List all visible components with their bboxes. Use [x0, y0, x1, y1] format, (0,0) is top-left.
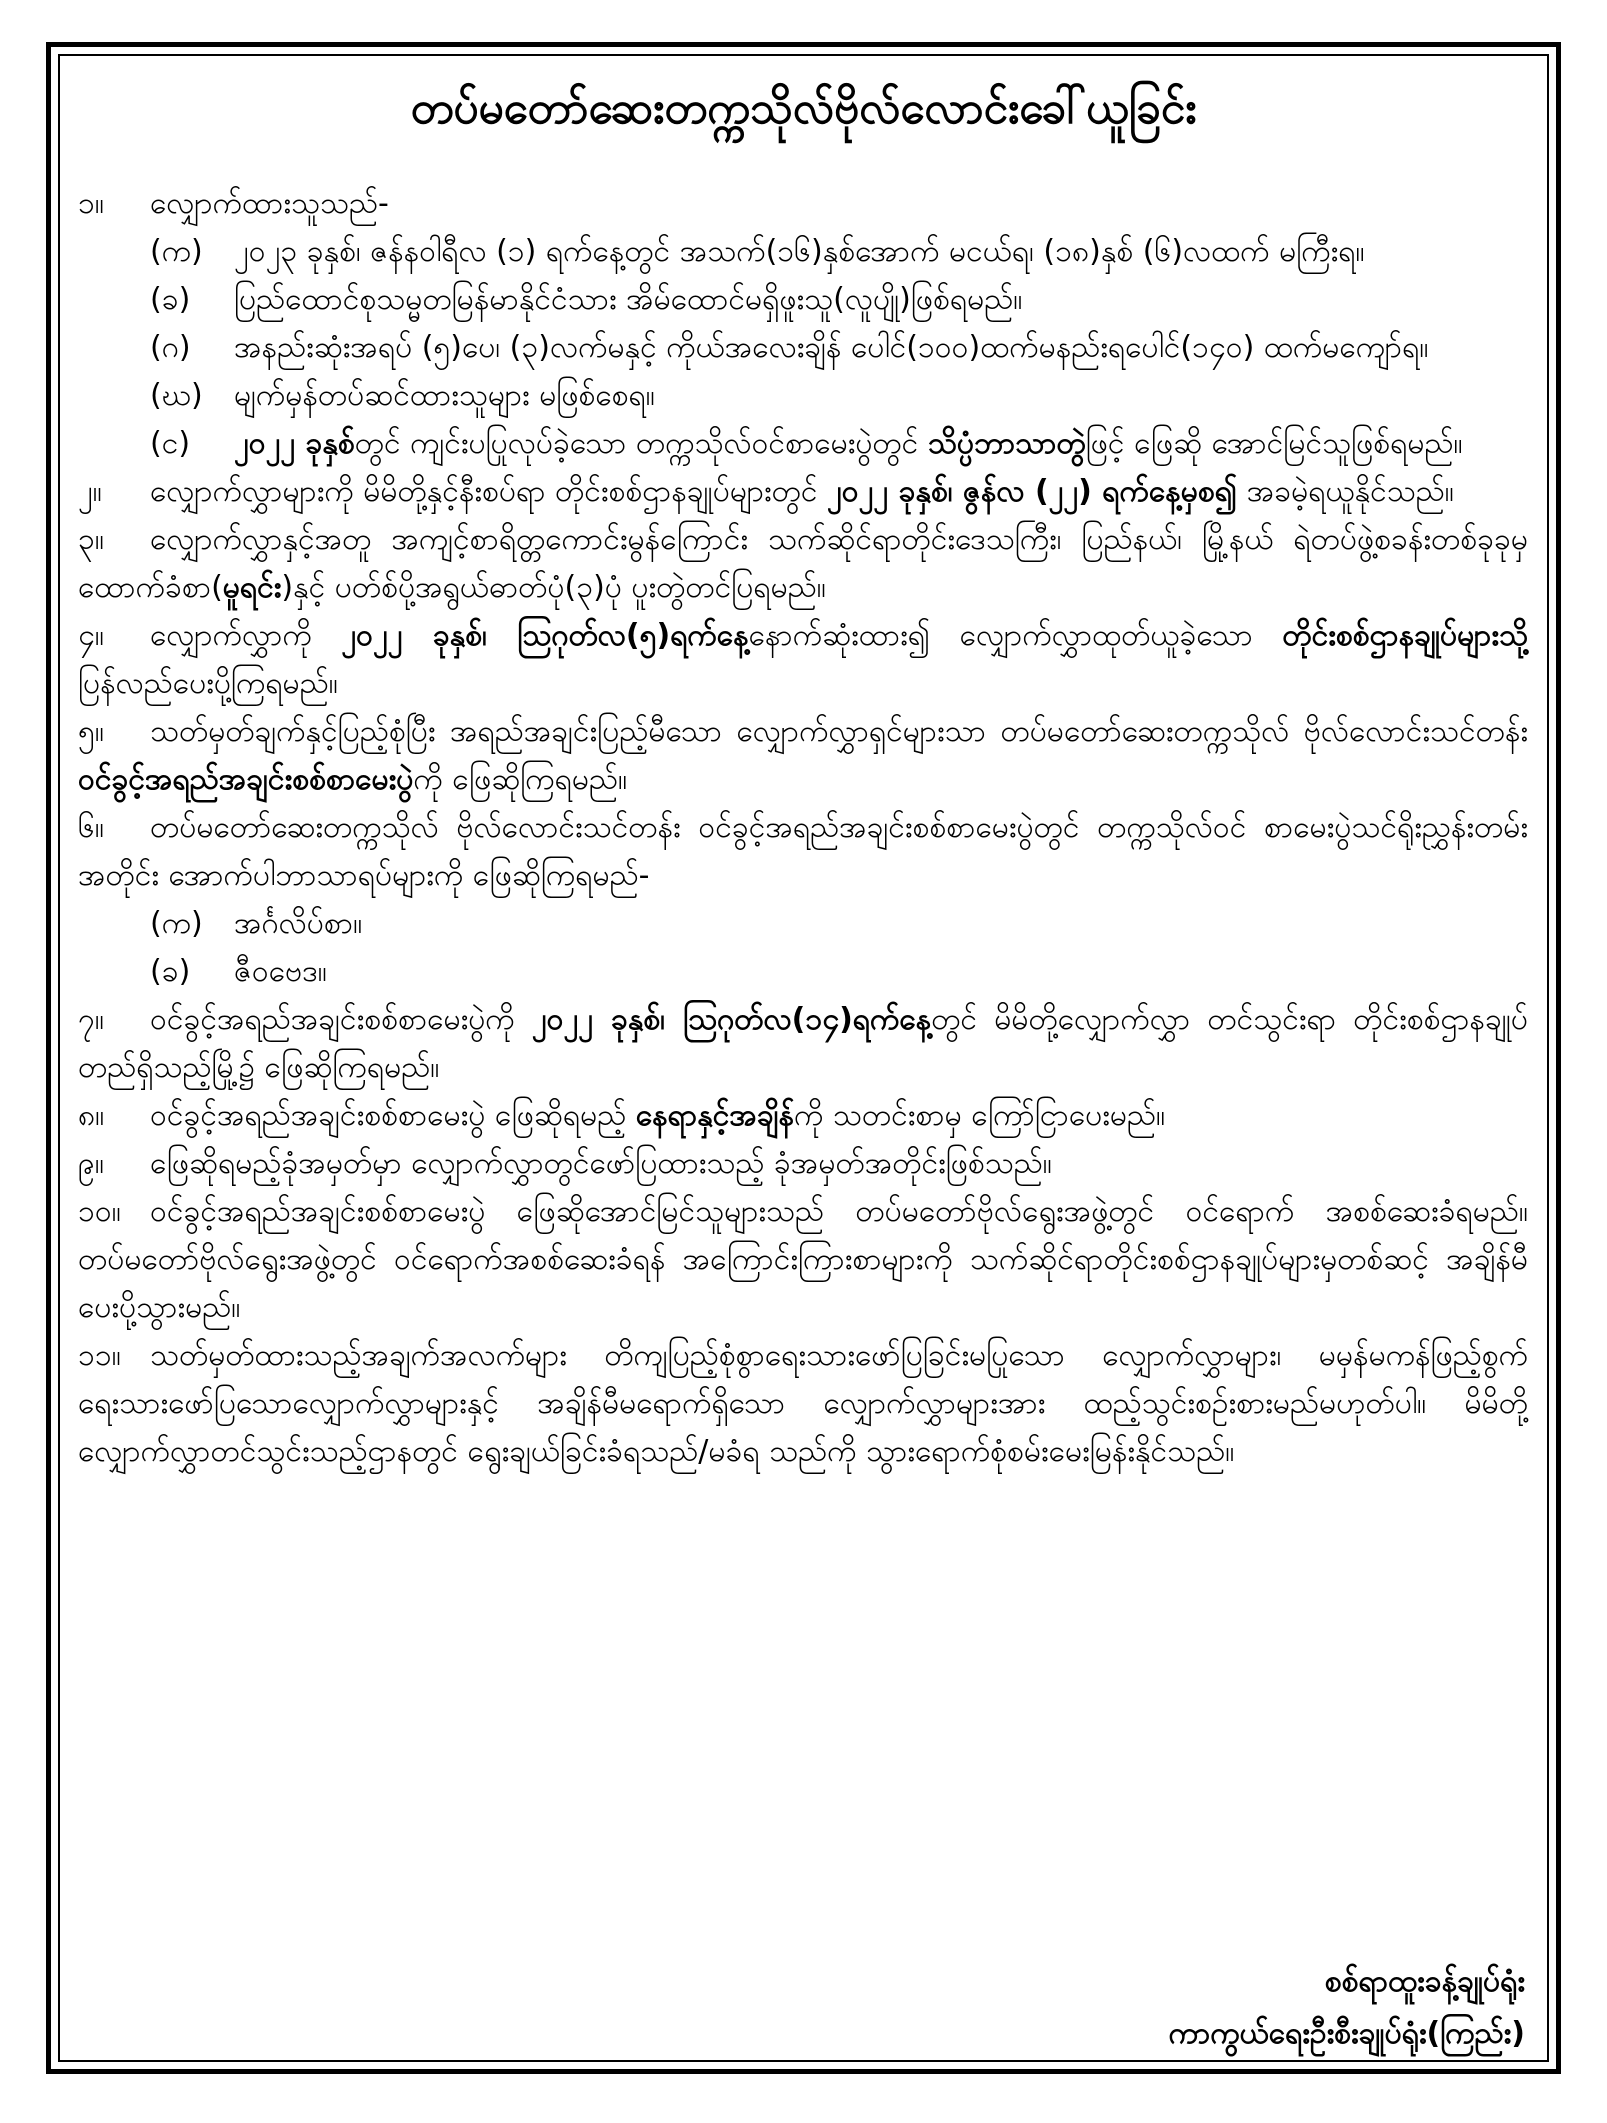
document-title: တပ်မတော်ဆေးတက္ကသိုလ်ဗိုလ်လောင်းခေါ်ယူခြင်း	[410, 83, 1197, 134]
list-item: (င) ၂၀၂၂ ခုနှစ်တွင် ကျင်းပပြုလုပ်ခဲ့သော တက္ကသိုလ်ဝင်စာမေးပွဲတွင် သိပ္ပံဘာသာတွဲဖြင့် ဖြေဆို အောင်မြင်သူဖြစ်ရမည်။	[150, 426, 1463, 461]
signature-block	[1169, 1956, 1525, 2060]
paragraph-2: ၂။ လျှောက်လွှာများကို မိမိတို့နှင့်နီးစပ်ရာ တိုင်းစစ်ဌာနချုပ်များတွင် ၂၀၂၂ ခုနှစ်၊ ဇွန်လ (၂၂) ရက်နေ့မှစ၍ အခမဲ့ရယူနိုင်သည်။	[78, 474, 1454, 509]
paragraph-3: ၃။ လျှောက်လွှာနှင့်အတူ အကျင့်စာရိတ္တကောင်းမွန်ကြောင်း သက်ဆိုင်ရာတိုင်းဒေသကြီး၊ ပြည်နယ်၊ မြို့နယ် ရဲတပ်ဖွဲ့စခန်းတစ်ခုခုမှ ထောက်ခံစာ(မူရင်း)နှင့် ပတ်စ်ပို့အရွယ်ဓာတ်ပုံ(၃)ပုံ ပူးတွဲတင်ပြရမည်။	[78, 522, 1528, 605]
paragraph-text: လျှောက်ထားသူသည်-	[150, 186, 389, 221]
paragraph-10: ၁၀။ ဝင်ခွင့်အရည်အချင်းစစ်စာမေးပွဲ ဖြေဆိုအောင်မြင်သူများသည် တပ်မတော်ဗိုလ်ရွေးအဖွဲ့တွင် ဝင်ရောက် အစစ်ဆေးခံရမည်။ တပ်မတော်ဗိုလ်ရွေးအဖွဲ့တွင် ဝင်ရောက်အစစ်ဆေးခံရန် အကြောင်းကြားစာများကို သက်ဆိုင်ရာတိုင်းစစ်ဌာနချုပ်များမှတစ်ဆင့် အချိန်မီပေးပို့သွားမည်။	[78, 1194, 1528, 1325]
paragraph-1	[78, 180, 1528, 228]
paragraph-7: ၇။ ဝင်ခွင့်အရည်အချင်းစစ်စာမေးပွဲကို ၂၀၂၂ ခုနှစ်၊ ဩဂုတ်လ(၁၄)ရက်နေ့တွင် မိမိတို့လျှောက်လွှာ တင်သွင်းရာ တိုင်းစစ်ဌာနချုပ်တည်ရှိသည့်မြို့၌ ဖြေဆိုကြရမည်။	[78, 1002, 1528, 1085]
paragraph-5: ၅။ သတ်မှတ်ချက်နှင့်ပြည့်စုံပြီး အရည်အချင်းပြည့်မီသော လျှောက်လွှာရှင်များသာ တပ်မတော်ဆေးတက္ကသိုလ် ဗိုလ်လောင်းသင်တန်း ဝင်ခွင့်အရည်အချင်းစစ်စာမေးပွဲကို ဖြေဆိုကြရမည်။	[78, 714, 1528, 797]
list-item: (ခ) ပြည်ထောင်စုသမ္မတမြန်မာနိုင်ငံသား အိမ်ထောင်မရှိဖူးသူ(လူပျို)ဖြစ်ရမည်။	[150, 282, 1023, 317]
paragraph-11: ၁၁။ သတ်မှတ်ထားသည့်အချက်အလက်များ တိကျပြည့်စုံစွာရေးသားဖော်ပြခြင်းမပြုသော လျှောက်လွှာများ၊ မမှန်မကန်ဖြည့်စွက်ရေးသားဖော်ပြသောလျှောက်လွှာများနှင့် အချိန်မီမရောက်ရှိသော လျှောက်လွှာများအား ထည့်သွင်းစဉ်းစားမည်မဟုတ်ပါ။ မိမိတို့ လျှောက်လွှာတင်သွင်းသည့်ဌာနတွင် ရွေးချယ်ခြင်းခံရသည်/မခံရ သည်ကို သွားရောက်စုံစမ်းမေးမြန်းနိုင်သည်။	[78, 1338, 1528, 1469]
signature-department: ကာကွယ်ရေးဦးစီးချုပ်ရုံး(ကြည်း)	[1168, 2016, 1525, 2051]
list-item: (ဃ) မျက်မှန်တပ်ဆင်ထားသူများ မဖြစ်စေရ။	[150, 378, 655, 413]
document-body	[78, 180, 1528, 1476]
paragraph-8: ၈။ ဝင်ခွင့်အရည်အချင်းစစ်စာမေးပွဲ ဖြေဆိုရမည့် နေရာနှင့်အချိန်ကို သတင်းစာမှ ကြော်ငြာပေးမည်။	[78, 1098, 1166, 1133]
paragraph-number: ၁။	[78, 186, 104, 221]
paragraph-4: ၄။ လျှောက်လွှာကို ၂၀၂၂ ခုနှစ်၊ ဩဂုတ်လ(၅)ရက်နေ့နောက်ဆုံးထား၍ လျှောက်လွှာထုတ်ယူခဲ့သော တိုင်းစစ်ဌာနချုပ်များသို့ ပြန်လည်ပေးပို့ကြရမည်။	[78, 618, 1528, 701]
list-item: (ဂ) အနည်းဆုံးအရပ် (၅)ပေ၊ (၃)လက်မနှင့် ကိုယ်အလေးချိန် ပေါင်(၁၀၀)ထက်မနည်းရပေါင်(၁၄၀) ထက်မကျော်ရ။	[150, 330, 1429, 365]
signature-office: စစ်ရာထူးခန့်ချုပ်ရုံး	[1324, 1964, 1525, 1999]
paragraph-9: ၉။ ဖြေဆိုရမည့်ခုံအမှတ်မှာ လျှောက်လွှာတွင်ဖော်ပြထားသည့် ခုံအမှတ်အတိုင်းဖြစ်သည်။	[78, 1146, 1052, 1181]
list-item: (က) ၂၀၂၃ ခုနှစ်၊ ဇန်နဝါရီလ (၁) ရက်နေ့တွင် အသက်(၁၆)နှစ်အောက် မငယ်ရ၊ (၁၈)နှစ် (၆)လထက် မကြီးရ။	[150, 234, 1365, 269]
list-item: (က) အင်္ဂလိပ်စာ။	[150, 906, 363, 941]
paragraph-6: ၆။ တပ်မတော်ဆေးတက္ကသိုလ် ဗိုလ်လောင်းသင်တန်း ဝင်ခွင့်အရည်အချင်းစစ်စာမေးပွဲတွင် တက္ကသိုလ်ဝင် စာမေးပွဲသင်ရိုးညွှန်းတမ်းအတိုင်း အောက်ပါဘာသာရပ်များကို ဖြေဆိုကြရမည်-	[78, 810, 1528, 893]
list-item: (ခ) ဇီဝဗေဒ။	[150, 954, 327, 989]
